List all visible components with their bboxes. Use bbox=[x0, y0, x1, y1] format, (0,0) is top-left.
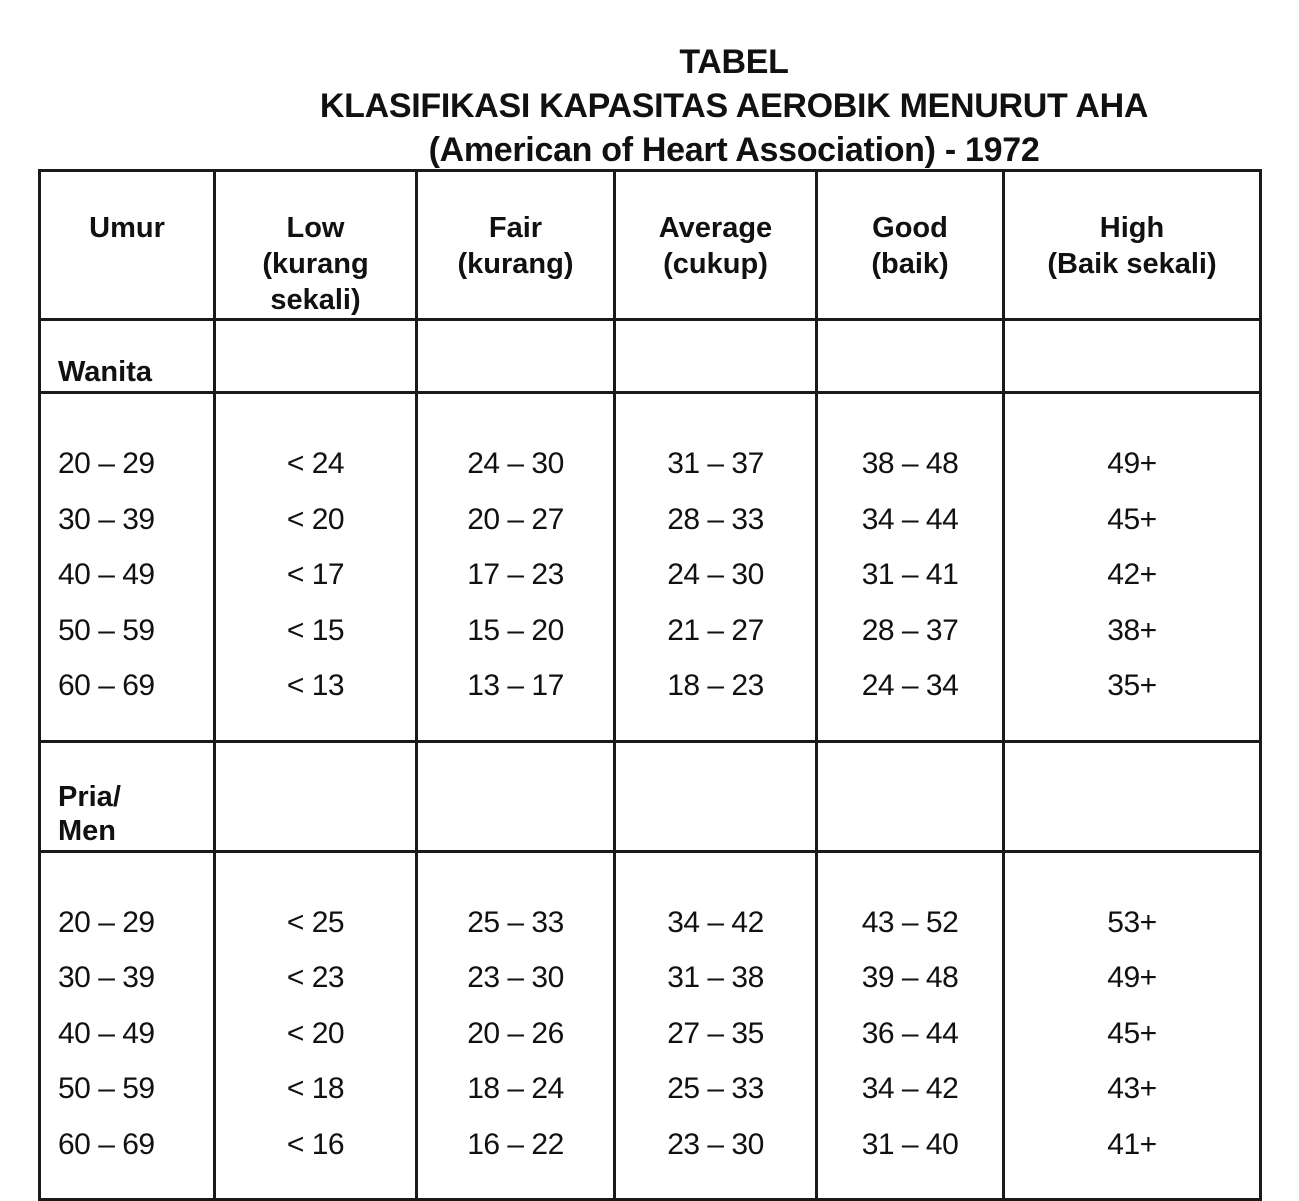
table-cell: 42+ bbox=[1107, 558, 1157, 591]
header-average-label: Average bbox=[658, 212, 773, 244]
header-fair-sub: (kurang) bbox=[457, 248, 574, 280]
header-high-label: High bbox=[1099, 212, 1165, 244]
table-cell: 49+ bbox=[1107, 447, 1157, 480]
table-cell: 38+ bbox=[1107, 613, 1157, 647]
empty-cell bbox=[215, 320, 417, 393]
group-label-wanita-text: Wanita bbox=[58, 356, 152, 388]
table-cell: 30 – 39 bbox=[58, 502, 155, 536]
title-block bbox=[250, 40, 1218, 172]
group-label-wanita bbox=[40, 320, 215, 393]
table-cell: 45+ bbox=[1107, 502, 1157, 536]
table-cell: 20 – 29 bbox=[58, 447, 155, 480]
table-cell: 34 – 42 bbox=[861, 1072, 959, 1105]
group-label-men-line-2: Men bbox=[58, 814, 116, 847]
table-cell: < 15 bbox=[286, 613, 345, 647]
header-average-sub: (cukup) bbox=[663, 248, 768, 280]
table-cell: 25 – 33 bbox=[667, 1072, 764, 1105]
group-label-men bbox=[40, 741, 215, 851]
header-average bbox=[615, 171, 817, 320]
header-row bbox=[40, 171, 1261, 320]
empty-cell bbox=[1004, 320, 1261, 393]
table-cell: 31 – 41 bbox=[861, 558, 959, 591]
empty-cell bbox=[1004, 741, 1261, 851]
table-cell: < 23 bbox=[286, 961, 345, 994]
empty-cell bbox=[615, 741, 817, 851]
header-umur-label: Umur bbox=[89, 212, 165, 244]
table-cell: 24 – 30 bbox=[667, 558, 764, 591]
table-cell: < 18 bbox=[286, 1072, 345, 1105]
table-cell: 16 – 22 bbox=[467, 1127, 564, 1161]
table-cell: 28 – 33 bbox=[667, 502, 764, 536]
table-cell: 18 – 23 bbox=[667, 669, 764, 702]
table-cell: < 13 bbox=[286, 669, 345, 702]
table-cell: 50 – 59 bbox=[58, 1072, 155, 1105]
group-row-wanita bbox=[40, 320, 1261, 393]
table-cell: 60 – 69 bbox=[58, 669, 155, 702]
table-cell: 41+ bbox=[1107, 1127, 1157, 1161]
empty-cell bbox=[817, 320, 1004, 393]
table-cell: 43 – 52 bbox=[861, 905, 959, 939]
table-cell: < 16 bbox=[286, 1127, 345, 1161]
col-good bbox=[817, 393, 1004, 742]
title-line-3: (American of Heart Association) - 1972 bbox=[428, 131, 1040, 169]
empty-cell bbox=[615, 320, 817, 393]
empty-cell bbox=[417, 320, 615, 393]
header-low bbox=[215, 171, 417, 320]
table-cell: 21 – 27 bbox=[667, 613, 764, 647]
col-umur bbox=[40, 393, 215, 742]
col-fair bbox=[417, 393, 615, 742]
title-line-1: TABEL bbox=[679, 43, 789, 81]
header-low-sub-2: sekali) bbox=[270, 284, 361, 316]
table-cell: 17 – 23 bbox=[467, 558, 564, 591]
table-cell: 30 – 39 bbox=[58, 961, 155, 994]
table-cell: 24 – 34 bbox=[861, 669, 959, 702]
col-good bbox=[817, 851, 1004, 1200]
header-good-label: Good bbox=[872, 212, 948, 244]
empty-cell bbox=[817, 741, 1004, 851]
table-cell: 31 – 37 bbox=[667, 447, 764, 480]
empty-cell bbox=[417, 741, 615, 851]
col-fair bbox=[417, 851, 615, 1200]
table-cell: < 25 bbox=[286, 905, 345, 939]
header-low-sub-1: (kurang bbox=[262, 248, 369, 280]
group-row-men bbox=[40, 741, 1261, 851]
header-high bbox=[1004, 171, 1261, 320]
header-low-label: Low bbox=[286, 212, 345, 244]
table-cell: 31 – 40 bbox=[861, 1127, 959, 1161]
table-cell: 43+ bbox=[1107, 1072, 1157, 1105]
table-cell: < 20 bbox=[286, 502, 345, 536]
table-cell: 39 – 48 bbox=[861, 961, 959, 994]
col-umur bbox=[40, 851, 215, 1200]
col-high bbox=[1004, 393, 1261, 742]
table-cell: 60 – 69 bbox=[58, 1127, 155, 1161]
aerobic-capacity-table bbox=[38, 169, 1262, 1201]
table-cell: 40 – 49 bbox=[58, 558, 155, 591]
table-cell: 23 – 30 bbox=[467, 961, 564, 994]
col-low bbox=[215, 851, 417, 1200]
col-average bbox=[615, 851, 817, 1200]
col-average bbox=[615, 393, 817, 742]
table-cell: 34 – 42 bbox=[667, 905, 764, 939]
table-cell: 20 – 27 bbox=[467, 502, 564, 536]
table-cell: 40 – 49 bbox=[58, 1016, 155, 1050]
empty-cell bbox=[215, 741, 417, 851]
header-fair-label: Fair bbox=[488, 212, 543, 244]
table-cell: < 24 bbox=[286, 447, 345, 480]
table-cell: 13 – 17 bbox=[467, 669, 564, 702]
table-cell: 50 – 59 bbox=[58, 613, 155, 647]
table-cell: 24 – 30 bbox=[467, 447, 564, 480]
group-label-men-line-1: Pria/ bbox=[58, 780, 121, 813]
table-cell: 49+ bbox=[1107, 961, 1157, 994]
table-cell: 18 – 24 bbox=[467, 1072, 564, 1105]
header-good-sub: (baik) bbox=[871, 248, 949, 280]
table-cell: < 20 bbox=[286, 1016, 345, 1050]
header-good bbox=[817, 171, 1004, 320]
table-cell: 25 – 33 bbox=[467, 905, 564, 939]
table-cell: 20 – 26 bbox=[467, 1016, 564, 1050]
col-low bbox=[215, 393, 417, 742]
table-cell: 20 – 29 bbox=[58, 905, 155, 939]
table-cell: 28 – 37 bbox=[861, 613, 959, 647]
table-cell: 27 – 35 bbox=[667, 1016, 764, 1050]
table-cell: 45+ bbox=[1107, 1016, 1157, 1050]
table-cell: 34 – 44 bbox=[861, 502, 959, 536]
table-cell: 36 – 44 bbox=[861, 1016, 959, 1050]
header-umur bbox=[40, 171, 215, 320]
header-fair bbox=[417, 171, 615, 320]
data-block-wanita bbox=[40, 393, 1261, 742]
table-cell: 31 – 38 bbox=[667, 961, 764, 994]
col-high bbox=[1004, 851, 1261, 1200]
table-cell: 35+ bbox=[1107, 669, 1157, 702]
table-cell: 15 – 20 bbox=[467, 613, 564, 647]
data-block-men bbox=[40, 851, 1261, 1200]
table-cell: 38 – 48 bbox=[861, 447, 959, 480]
table-cell: < 17 bbox=[286, 558, 345, 591]
table-cell: 23 – 30 bbox=[667, 1127, 764, 1161]
title-line-2: KLASIFIKASI KAPASITAS AEROBIK MENURUT AHA bbox=[319, 87, 1149, 125]
header-high-sub: (Baik sekali) bbox=[1047, 248, 1217, 280]
table-cell: 53+ bbox=[1107, 905, 1157, 939]
